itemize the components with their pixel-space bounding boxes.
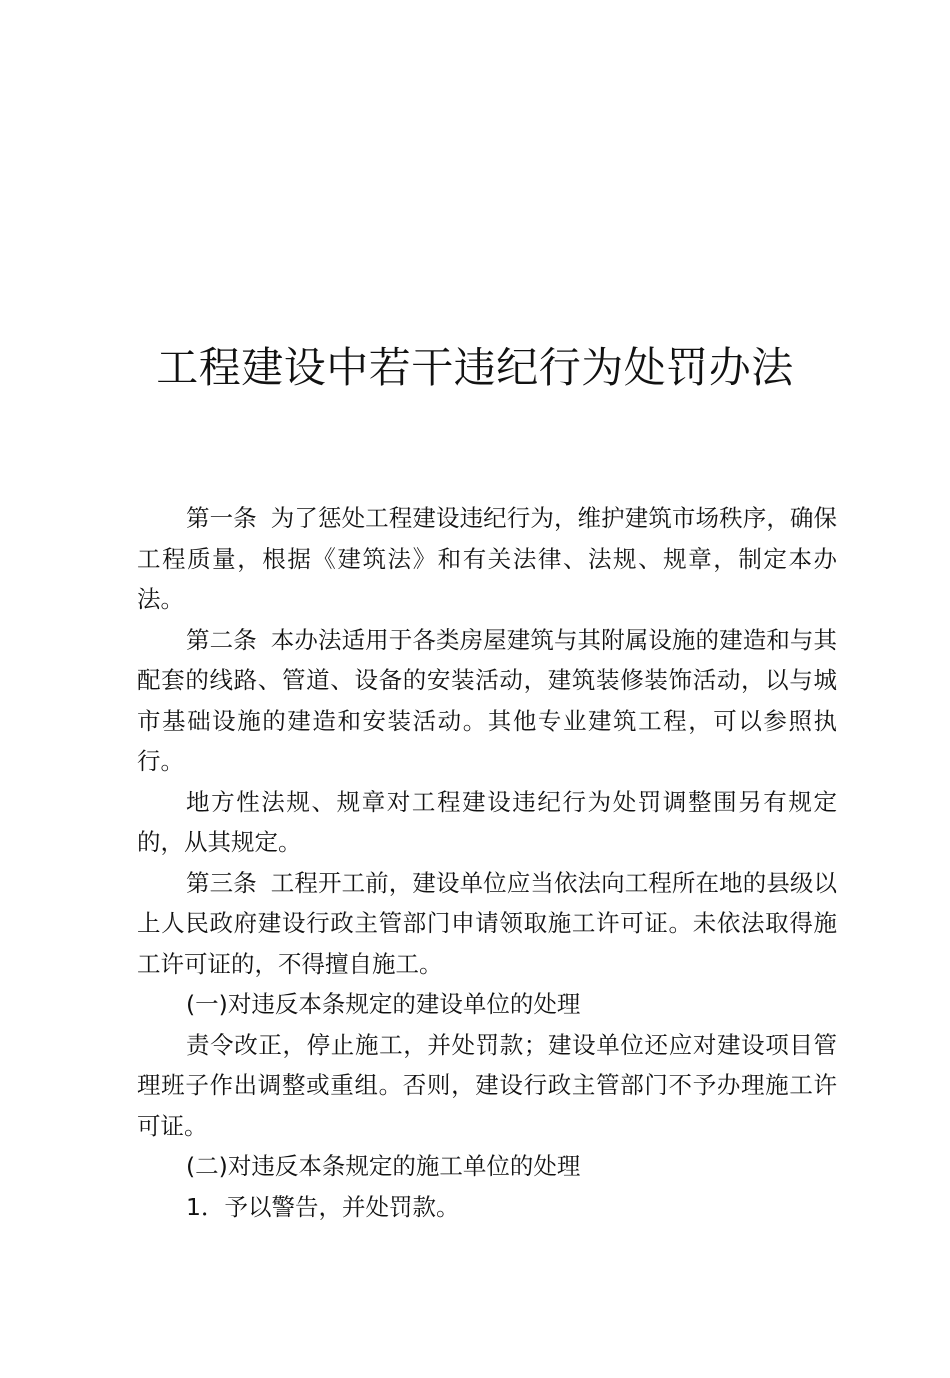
document-body bbox=[137, 498, 837, 1227]
article-1-paragraph bbox=[137, 498, 837, 620]
article-1-text: 为了惩处工程建设违纪行为，维护建筑市场秩序，确保工程质量，根据《建筑法》和有关法律、法规、规章，制定本办法。 bbox=[137, 504, 838, 613]
section-2-heading: (二)对违反本条规定的施工单位的处理 bbox=[186, 1152, 581, 1180]
section-1-text: 责令改正，停止施工，并处罚款；建设单位还应对建设项目管理班子作出调整或重组。否则，建设行政主管部门不予办理施工许可证。 bbox=[137, 1030, 837, 1140]
section-2-item-1: 1．予以警告，并处罚款。 bbox=[186, 1192, 460, 1221]
document-title: 工程建设中若干违纪行为处罚办法 bbox=[156, 343, 794, 392]
article-1-number: 第一条 bbox=[186, 504, 257, 532]
section-1-heading: (一)对违反本条规定的建设单位的处理 bbox=[186, 990, 581, 1018]
article-3-text: 工程开工前，建设单位应当依法向工程所在地的县级以上人民政府建设行政主管部门申请领取施工许可证。未依法取得施工许可证的，不得擅自施工。 bbox=[137, 868, 838, 978]
article-2-text: 本办法适用于各类房屋建筑与其附属设施的建造和与其配套的线路、管道、设备的安装活动，建筑装修装饰活动，以与城市基础设施的建造和安装活动。其他专业建筑工程，可以参照执行。 bbox=[137, 625, 838, 775]
article-2-number: 第二条 bbox=[186, 625, 257, 654]
article-3-paragraph bbox=[137, 863, 837, 985]
article-3-number: 第三条 bbox=[186, 868, 257, 897]
article-2-note-paragraph: 地方性法规、规章对工程建设违纪行为处罚调整围另有规定的，从其规定。 bbox=[137, 787, 837, 856]
article-2-paragraph bbox=[137, 620, 837, 782]
